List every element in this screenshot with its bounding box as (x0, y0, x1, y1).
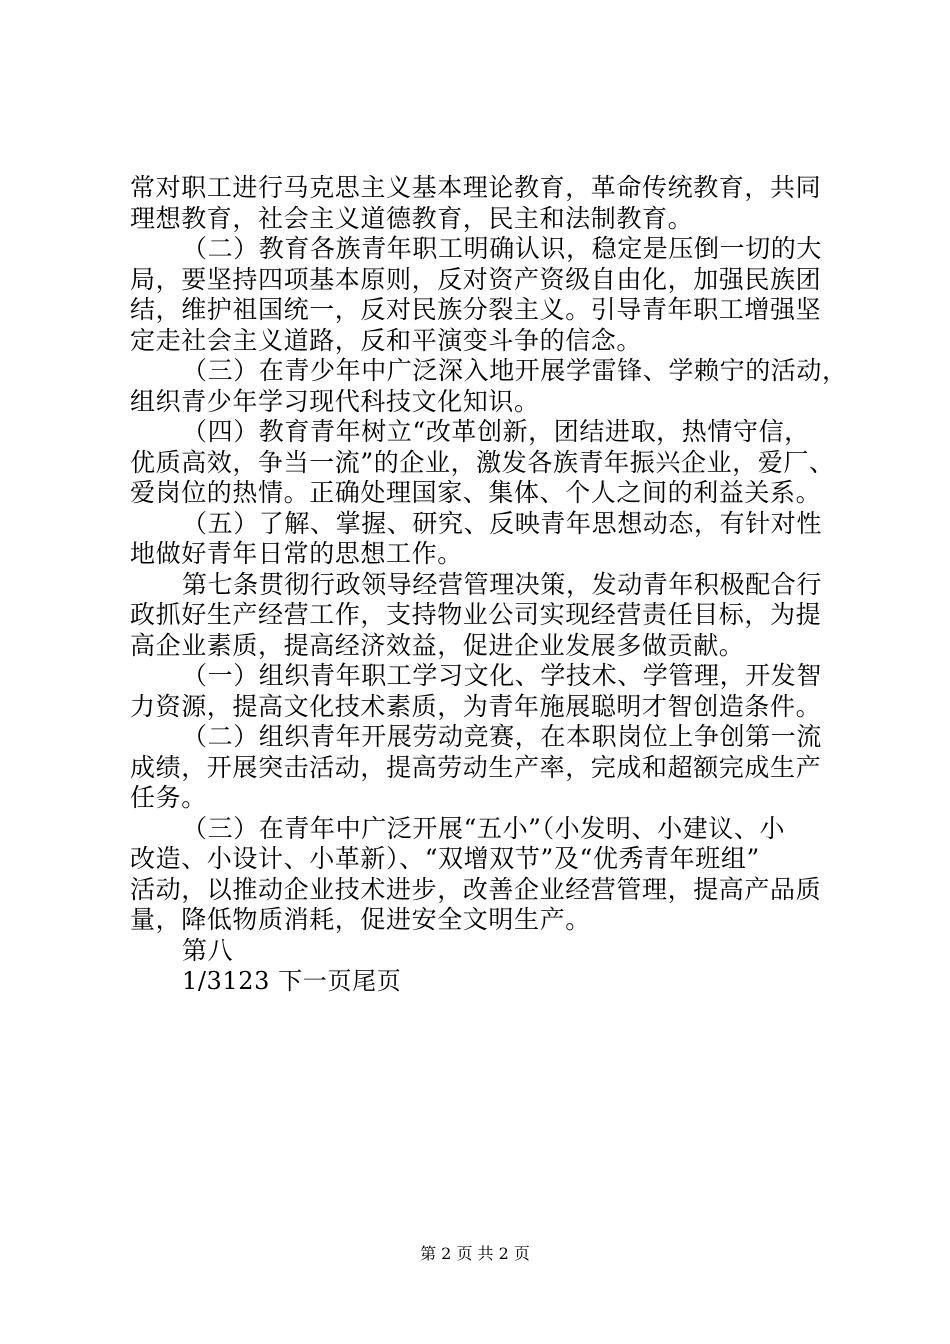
text-line: （一）组织青年职工学习文化、学技术、学管理，开发智 (182, 661, 823, 690)
text-line: 理想教育，社会主义道德教育，民主和法制教育。 (130, 203, 694, 233)
text-line: 地做好青年日常的思想工作。 (130, 539, 463, 568)
text-line: 结，维护祖国统一，反对民族分裂主义。引导青年职工增强坚 (130, 295, 822, 324)
pagination-bar (130, 966, 830, 997)
text-line: 局，要坚持四项基本原则，反对资产资级自由化，加强民族团 (130, 264, 822, 294)
text-line: 组织青少年学习现代科技文化知识。 (130, 386, 540, 416)
text-line: 活动，以推动企业技术进步，改善企业经营管理，提高产品质 (130, 874, 822, 904)
next-page-link[interactable]: 下一页 (278, 967, 353, 995)
text-line: 改造、小设计、小革新）、“双增双节”及“优秀青年班组” (130, 844, 760, 873)
text-line: （三）在青年中广泛开展“五小”（小发明、小建议、小 (182, 813, 786, 843)
text-line: （三）在青少年中广泛深入地开展学雷锋、学赖宁的活动， (182, 356, 848, 385)
text-line: 高企业素质，提高经济效益，促进企业发展多做贡献。 (130, 630, 745, 660)
text-line: 任务。 (130, 783, 207, 812)
text-line: （五）了解、掌握、研究、反映青年思想动态，有针对性 (182, 508, 823, 538)
text-line: 定走社会主义道路，反和平演变斗争的信念。 (130, 325, 643, 355)
text-line: 量，降低物质消耗，促进安全文明生产。 (130, 905, 591, 934)
text-line: 常对职工进行马克思主义基本理论教育，革命传统教育，共同 (130, 173, 822, 202)
text-line: 爱岗位的热情。正确处理国家、集体、个人之间的利益关系。 (130, 478, 822, 507)
document-body (130, 173, 848, 997)
text-line: （二）组织青年开展劳动竞赛，在本职岗位上争创第一流 (182, 722, 823, 751)
page-footer: 第 2 页 共 2 页 (420, 1244, 530, 1263)
text-line: （四）教育青年树立“改革创新，团结进取，热情守信， (182, 417, 810, 446)
text-line: 第七条贯彻行政领导经营管理决策，发动青年积极配合行 (182, 569, 823, 599)
text-line: （二）教育各族青年职工明确认识，稳定是压倒一切的大 (182, 234, 823, 263)
text-line: 成绩，开展突击活动，提高劳动生产率，完成和超额完成生产 (130, 752, 822, 782)
page-counter: 1/3123 (182, 967, 271, 995)
last-page-link[interactable]: 尾页 (352, 967, 402, 995)
text-line: 力资源，提高文化技术素质，为青年施展聪明才智创造条件。 (130, 691, 822, 721)
text-line: 第八 (182, 935, 234, 965)
text-line: 政抓好生产经营工作，支持物业公司实现经营责任目标，为提 (130, 600, 822, 629)
text-line: 优质高效，争当一流”的企业，激发各族青年振兴企业，爱厂、 (130, 447, 835, 477)
